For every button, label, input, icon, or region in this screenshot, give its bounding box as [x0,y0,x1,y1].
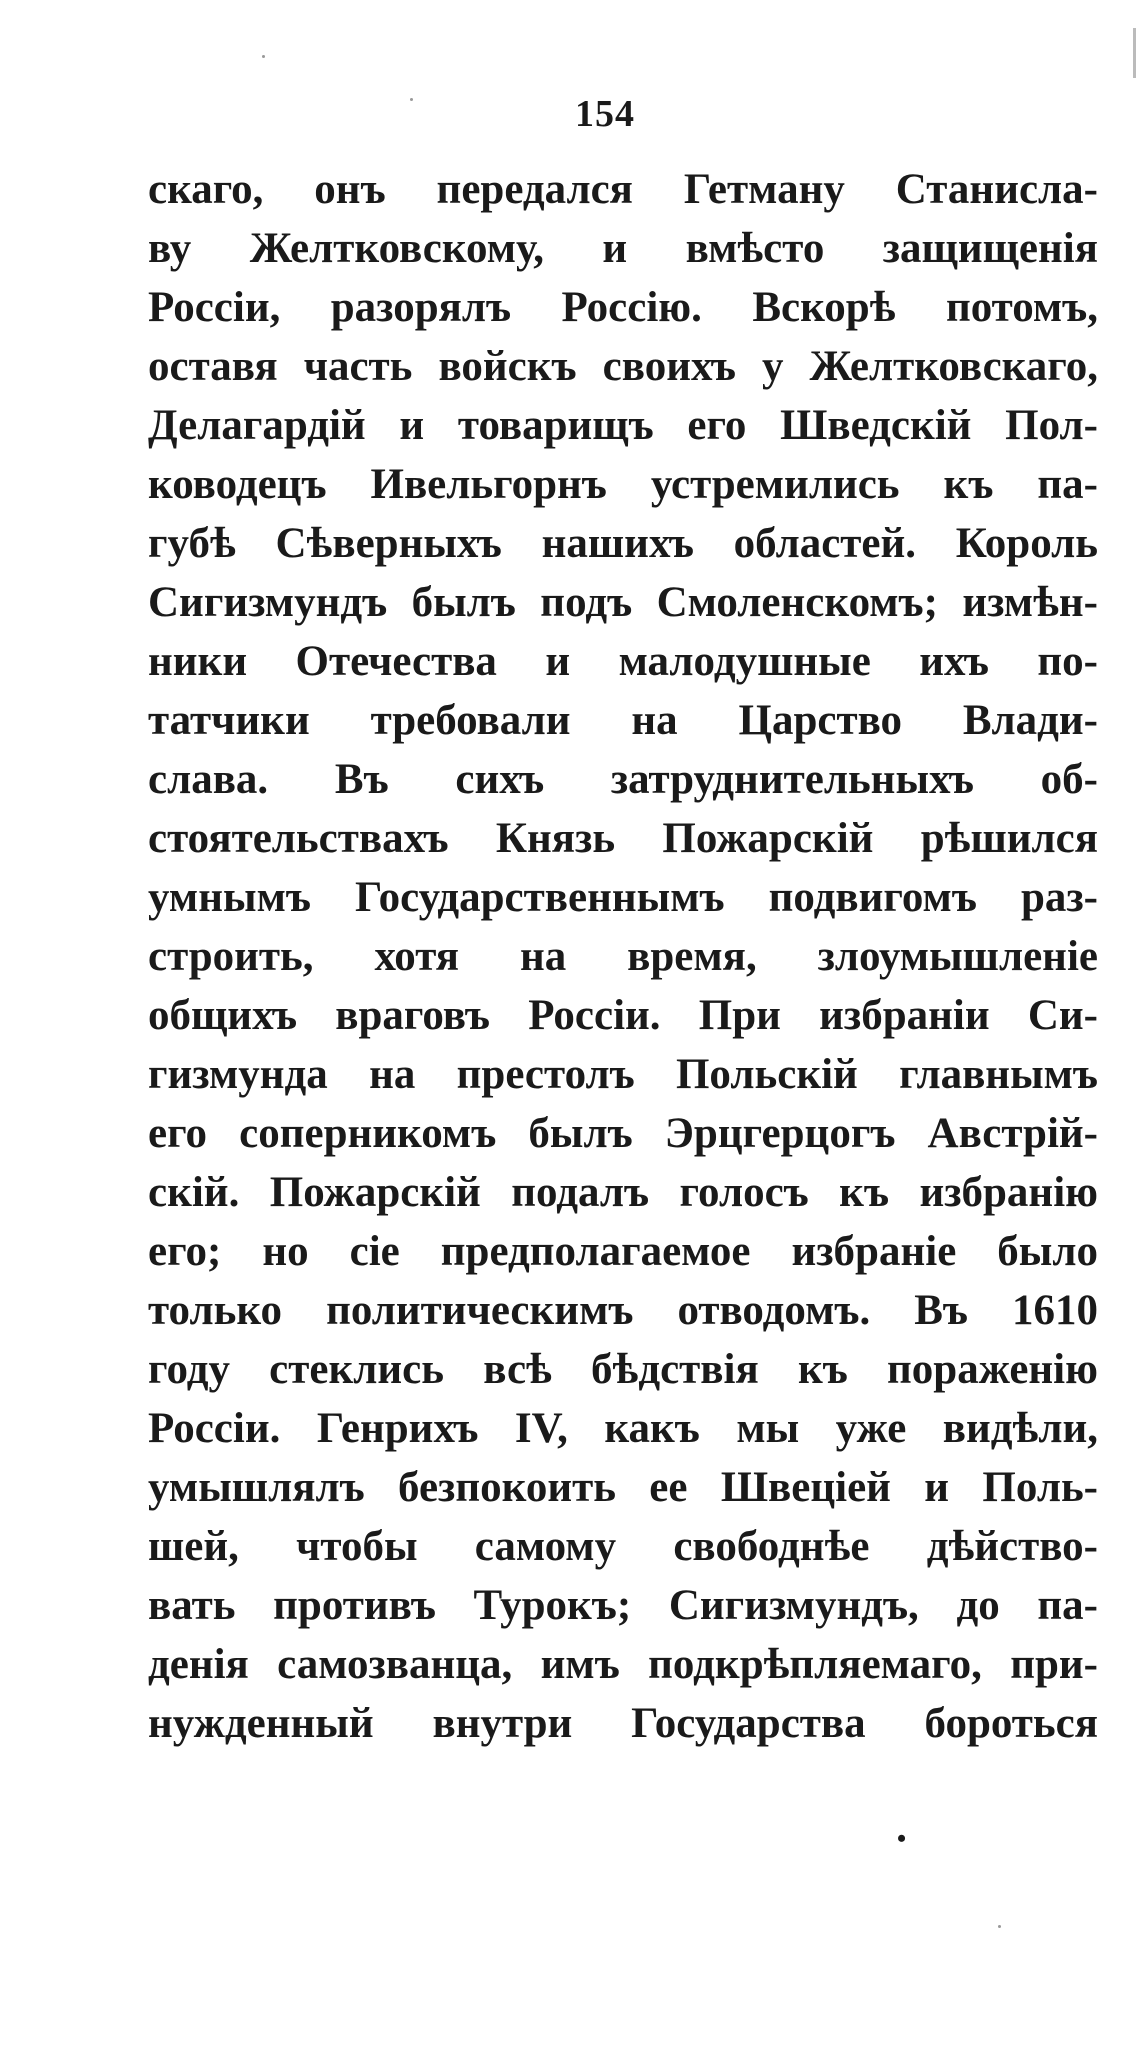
footer-mark: • [897,1824,907,1853]
paper-speck [998,1925,1001,1928]
text-line: стоятельствахъ Князь Пожарскій рѣшился [148,815,1098,862]
text-line: татчики требовали на Царство Влади- [148,697,1098,744]
text-line: Россіи, разорялъ Россію. Вскорѣ потомъ, [148,284,1098,331]
text-line: ву Желтковскому, и вмѣсто защищенія [148,225,1098,272]
text-line: шей, чтобы самому свободнѣе дѣйство- [148,1523,1098,1570]
text-line: скій. Пожарскій подалъ голосъ къ избранію [148,1169,1098,1216]
text-line: денія самозванца, имъ подкрѣпляемаго, при- [148,1641,1098,1688]
text-line: ководецъ Ивельгорнъ устремились къ па- [148,461,1098,508]
text-line: ники Отечества и малодушные ихъ по- [148,638,1098,685]
text-line: Россіи. Генрихъ IV, какъ мы уже видѣли, [148,1405,1098,1452]
body-text [148,160,1098,1753]
text-line: вать противъ Турокъ; Сигизмундъ, до па- [148,1582,1098,1629]
text-line: гизмунда на престолъ Польскій главнымъ [148,1051,1098,1098]
paper-speck [410,98,413,101]
text-line: его соперникомъ былъ Эрцгерцогъ Австрій- [148,1110,1098,1157]
text-line: строить, хотя на время, злоумышленіе [148,933,1098,980]
text-line: слава. Въ сихъ затруднительныхъ об- [148,756,1098,803]
text-line: скаго, онъ передался Гетману Станисла- [148,166,1098,213]
text-line: оставя часть войскъ своихъ у Желтковскаго, [148,343,1098,390]
text-line: нужденный внутри Государства бороться [148,1700,1098,1747]
text-line: умышлялъ безпокоить ее Швеціей и Поль- [148,1464,1098,1511]
text-line: умнымъ Государственнымъ подвигомъ раз- [148,874,1098,921]
text-line: его; но сіе предполагаемое избраніе было [148,1228,1098,1275]
text-line: только политическимъ отводомъ. Въ 1610 [148,1287,1098,1334]
text-line: Сигизмундъ былъ подъ Смоленскомъ; измѣн- [148,579,1098,626]
text-line: общихъ враговъ Россіи. При избраніи Си- [148,992,1098,1039]
text-line: губѣ Сѣверныхъ нашихъ областей. Король [148,520,1098,567]
page-edge-mark [1133,28,1136,78]
paper-speck [262,55,265,58]
text-line: Делагардій и товарищъ его Шведскій Пол- [148,402,1098,449]
text-line: году стеклись всѣ бѣдствія къ пораженію [148,1346,1098,1393]
page-number: 154 [575,93,635,135]
